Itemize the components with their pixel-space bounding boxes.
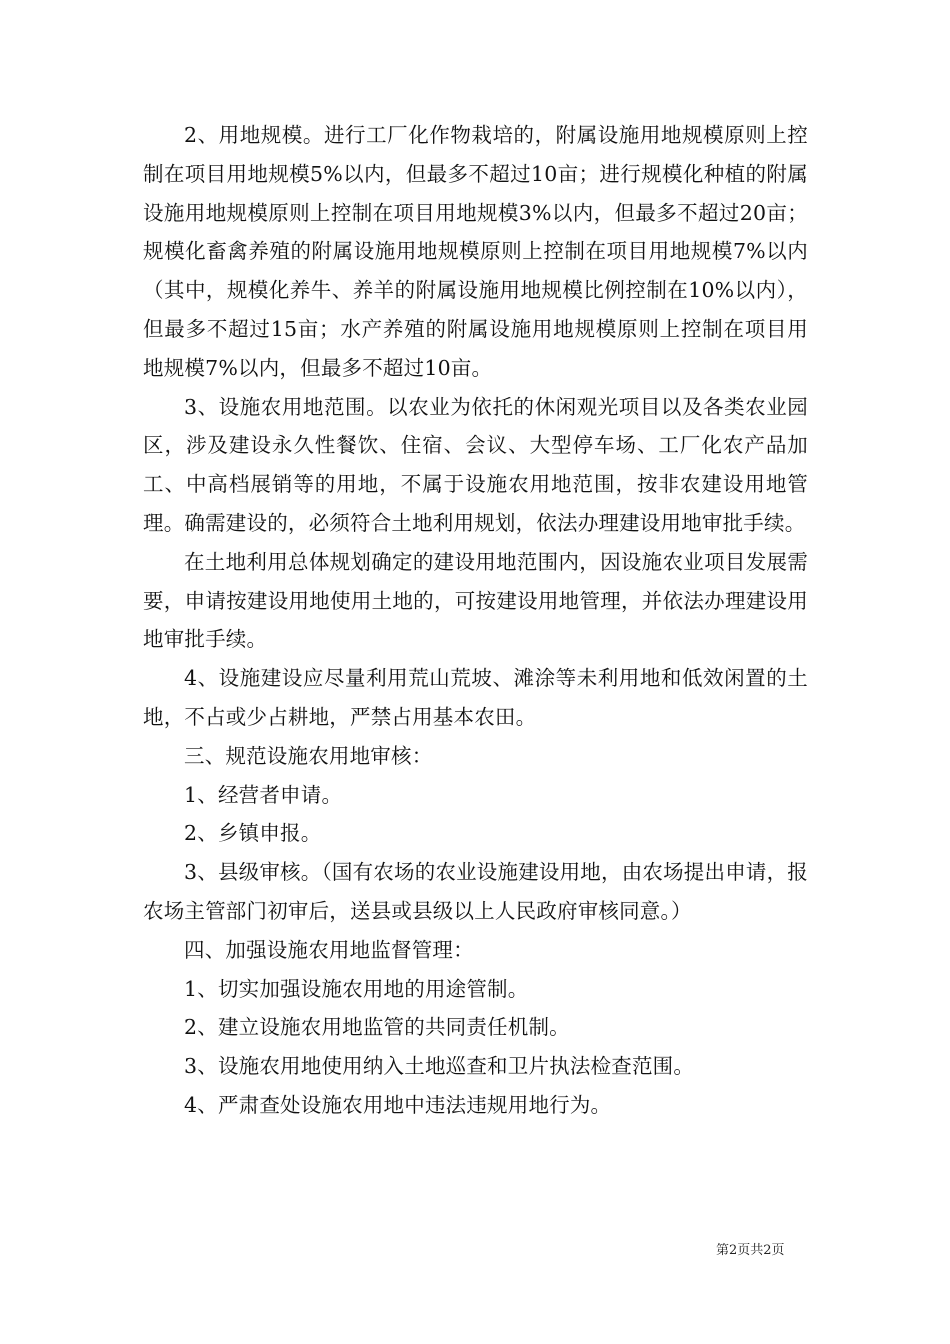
list-item-township-report: 2、乡镇申报。 — [184, 821, 322, 846]
list-item-operator-apply: 1、经营者申请。 — [184, 782, 343, 807]
list-item-county-review: 3、县级审核。（国有农场的农业设施建设用地，由农场提出申请，报农场主管部门初审后，送县或县级以上人民政府审核同意。） — [143, 860, 808, 923]
section-heading-review: 三、规范设施农用地审核： — [184, 743, 433, 768]
list-item-inspection-scope: 3、设施农用地使用纳入土地巡查和卫片执法检查范围。 — [184, 1054, 695, 1079]
paragraph-construction-land-range: 在土地利用总体规划确定的建设用地范围内，因设施农业项目发展需要，申请按建设用地使用土地的，可按建设用地管理，并依法办理建设用地审批手续。 — [143, 549, 808, 652]
list-item-usage-control: 1、切实加强设施农用地的用途管制。 — [184, 976, 529, 1001]
list-item-shared-responsibility: 2、建立设施农用地监管的共同责任机制。 — [184, 1015, 570, 1040]
page-number-footer: 第2页共2页 — [716, 1243, 785, 1258]
section-heading-supervision: 四、加强设施农用地监督管理： — [184, 937, 474, 962]
list-item-enforcement: 4、严肃查处设施农用地中违法违规用地行为。 — [184, 1092, 612, 1117]
paragraph-use-idle-land: 4、设施建设应尽量利用荒山荒坡、滩涂等未利用地和低效闲置的土地，不占或少占耕地，严禁占用基本农田。 — [143, 666, 808, 729]
paragraph-facility-land-scope: 3、设施农用地范围。以农业为依托的休闲观光项目以及各类农业园区，涉及建设永久性餐饮、住宿、会议、大型停车场、工厂化农产品加工、中高档展销等的用地，不属于设施农用地范围，按非农建设用地管理。确需建设的，必须符合土地利用规划，依法办理建设用地审批手续。 — [143, 394, 808, 535]
document-body — [143, 116, 808, 1125]
paragraph-land-scale: 2、用地规模。进行工厂化作物栽培的，附属设施用地规模原则上控制在项目用地规模5%以内，但最多不超过10亩；进行规模化种植的附属设施用地规模原则上控制在项目用地规模3%以内，但最多不超过20亩；规模化畜禽养殖的附属设施用地规模原则上控制在项目用地规模7%以内（其中，规模化养牛、养羊的附属设施用地规模比例控制在10%以内），但最多不超过15亩；水产养殖的附属设施用地规模原则上控制在项目用地规模7%以内，但最多不超过10亩。 — [143, 123, 808, 380]
